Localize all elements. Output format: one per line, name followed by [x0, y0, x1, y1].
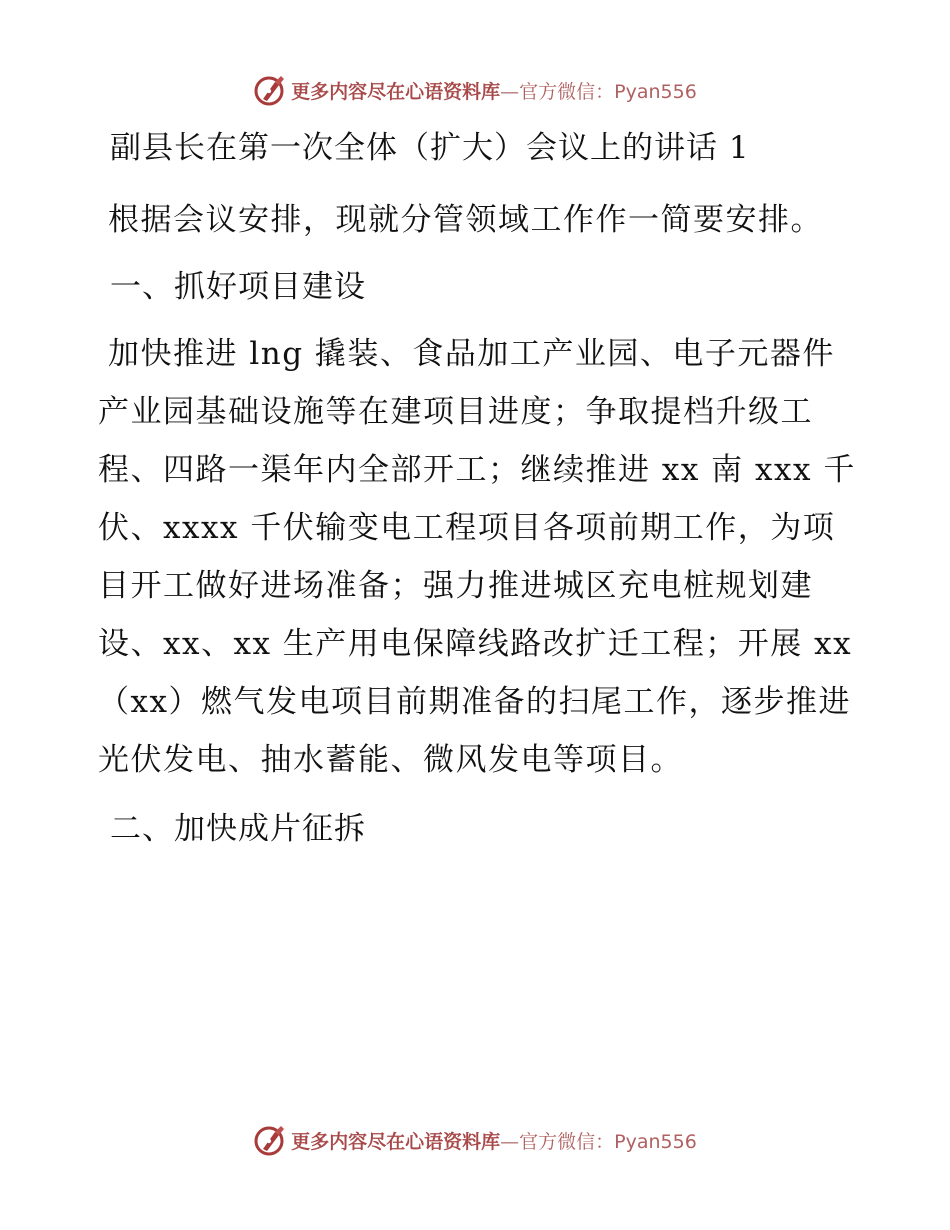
section-body-1: 加快推进 lng 撬装、食品加工产业园、电子元器件产业园基础设施等在建项目进度；争取提档升级工程、四路一渠年内全部开工；继续推进 xx 南 xxx 千伏、xxxx 千伏输变电工程项目各项前期工作，为项目开工做好进场准备；强力推进城区充电桩规划建设、xx、xx 生产用电保障线路改扩迁工程；开展 xx（xx）燃气发电项目前期准备的扫尾工作，逐步推进光伏发电、抽水蓄能、微风发电等项目。: [98, 336, 856, 778]
header-watermark: [0, 70, 950, 110]
section-heading-1: 一、抓好项目建设: [110, 269, 366, 305]
watermark-dash: —: [500, 80, 520, 103]
watermark-prefix: 更多内容尽在心语资料库: [291, 1130, 501, 1153]
watermark-suffix: 官方微信：Pyan556: [519, 1130, 697, 1153]
document-body: [98, 124, 858, 867]
watermark-dash: —: [500, 1130, 520, 1153]
pen-logo-icon: [253, 73, 287, 107]
pen-logo-icon: [253, 1123, 287, 1157]
section-heading-2: 二、加快成片征拆: [110, 811, 366, 847]
watermark-prefix: 更多内容尽在心语资料库: [291, 80, 501, 103]
document-title: 副县长在第一次全体（扩大）会议上的讲话 1: [110, 130, 750, 166]
watermark-suffix: 官方微信：Pyan556: [519, 80, 697, 103]
footer-watermark: [0, 1120, 950, 1160]
intro-paragraph: 根据会议安排，现就分管领域工作作一简要安排。: [108, 202, 823, 238]
